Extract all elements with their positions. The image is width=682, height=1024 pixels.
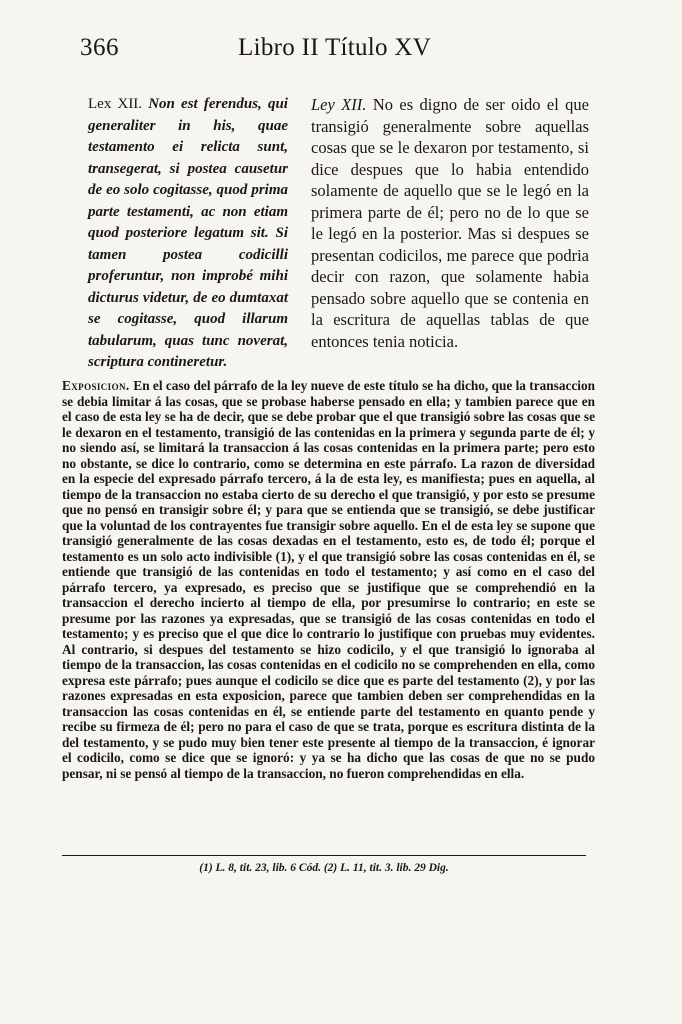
exposicion-paragraph — [62, 378, 595, 781]
spanish-column — [311, 94, 589, 352]
footnote-rule — [62, 855, 586, 856]
exposicion-label: Exposicion. — [62, 378, 134, 393]
latin-column — [88, 94, 288, 374]
latin-law-label: Lex XII. — [88, 96, 149, 112]
footnote: (1) L. 8, tit. 23, lib. 6 Cód. (2) L. 11, tit. 3. lib. 29 Dig. — [199, 862, 449, 874]
exposicion-text: En el caso del párrafo de la ley nueve de este título se ha dicho, que la transaccion se debia limitar á las cosas, que se probase haberse pensado en ella; y tambien parece que en el caso de esta ley se ha de decir, que se debe probar que el que transigió sobre las cosas que se le dexaron en el testamento, transigió de las contenidas en la primera y segunda parte de él; y no siendo así, se limitará la transaccion á las cosas contenidas en la primera parte; pero esto no obstante, se dice lo contrario, como se determina en este párrafo. La razon de diversidad en la especie del expresado párrafo tercero, á la de esta ley, es manifiesta; pues en aquella, al tiempo de la transaccion no estaba cierto de su derecho el que transigió, y por esto se presume que no pensó en transigir sobre él; y para que se entienda que se transigió, se debe justificar que la voluntad de los contrayentes fue transigir sobre aquello. En el de esta ley se supone que transigió generalmente de las cosas dexadas en el testamento, esto es, de todo él; porque el testamento es un solo acto indivisible (1), y el que transigió sobre las cosas contenidas en él, se entiende que transigió de las contenidas en todo el testamento; y así como en el caso del párrafo tercero, ya expresado, es preciso que se justifique que se comprehendió en la transaccion el derecho incierto al tiempo de ella, por presumirse lo contrario; en este se presume por las razones ya expresadas, que se transigió de las cosas contenidas en todo el testamento; y es preciso que el que dice lo contrario lo justifique con pruebas muy evidentes. Al contrario, si despues del testamento se hizo codicilo, y el que transigió lo ignoraba al tiempo de la transaccion, las cosas contenidas en el codicilo no se comprehenden en ella, como expresa este párrafo; pues aunque el codicilo se dice que es parte del testamento (2), y por las razones expresadas en esta exposicion, parece que tambien deben ser comprehendidas en la transaccion las cosas contenidas en él, se entiende parte del testamento en quanto pende y recibe su firmeza de él; pero no para el caso de que se trata, porque es escritura distinta de la del testamento, y se pudo muy bien tener este presente al tiempo de la transaccion, é ignorar el codicilo, como se dice que se ignoró: y ya se ha dicho que las cosas de que no se pudo pensar, ni se pensó al tiempo de la transaccion, no fueron comprehendidas en ella. — [62, 378, 596, 781]
spanish-law-label: Ley XII. — [311, 95, 373, 114]
latin-law-text: Non est ferendus, qui generaliter in his, quae testamento ei relicta sunt, transegerat, si postea causetur de eo solo cogitasse, quod prima parte testamenti, ac non etiam quod posteriore legatum sit. Si tamen postea codicilli proferuntur, non improbé mihi dicturus videtur, de eo dumtaxat se cogitasse, quod illarum tabularum, quas tunc noverat, scriptura contineretur. — [88, 96, 288, 370]
running-head: Libro II Título XV — [238, 34, 432, 61]
page-number: 366 — [80, 34, 119, 61]
spanish-law-text: No es digno de ser oido el que transigió generalmente sobre aquellas cosas que se le dexaron por testamento, si dice despues que lo habia entendido solamente de aquello que se le legó en la primera parte de él; pero no de lo que se le legó en la posterior. Mas si despues se presentan codicilos, me parece que podria decir con razon, que solamente habia pensado sobre aquello que se contenia en la escritura de aquellas tablas de que entonces tenia noticia. — [311, 95, 589, 351]
